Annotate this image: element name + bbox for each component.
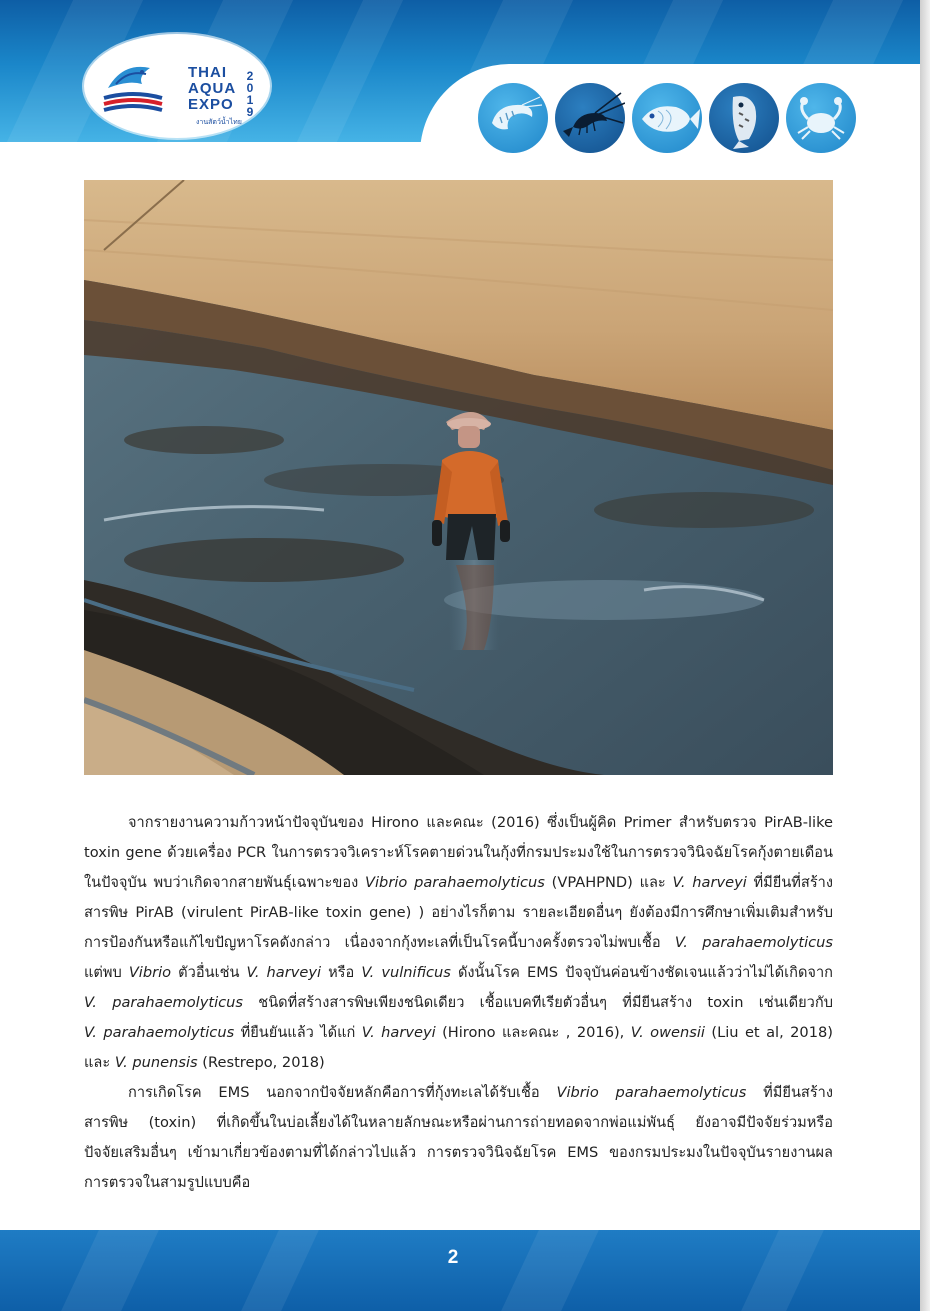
page-number: 2 bbox=[447, 1247, 459, 1268]
paragraph-1-line-6: แต่พบ Vibrio ตัวอื่นเช่น V. harveyi หรือ V. vulnificus ดังนั้นโรค EMS ปัจจุบันค่อนข้างชัดเจนแล้วว่าไม่ได้เกิดจาก bbox=[84, 964, 834, 981]
shrimp-icon bbox=[478, 83, 548, 153]
crab-icon bbox=[786, 83, 856, 153]
paragraph-1-line-3: ในปัจจุบัน พบว่าเกิดจากสายพันธุ์เฉพาะของ Vibrio parahaemolyticus (VPAHPND) และ V. harveyi ที่มียีนที่สร้าง bbox=[84, 874, 833, 891]
paragraph-1-line-5: การป้องกันหรือแก้ไขปัญหาโรคดังกล่าว เนื่องจากกุ้งทะเลที่เป็นโรคนี้บางครั้งตรวจไม่พบเชื้อ V. parahaemolyticus bbox=[84, 934, 833, 951]
paragraph-2-line-3: ปัจจัยเสริมอื่นๆ เข้ามาเกี่ยวข้องตามที่ได้กล่าวไปแล้ว การตรวจวินิจฉัยโรค EMS ของกรมประมงในปัจจุบันรายงานผล bbox=[84, 1144, 833, 1161]
lobster-icon bbox=[555, 83, 625, 153]
paragraph-1-line-1: จากรายงานความก้าวหน้าปัจจุบันของ Hirono และคณะ (2016) ซึ่งเป็นผู้คิด Primer สำหรับตรวจ PirAB-like bbox=[128, 814, 833, 831]
paragraph-2-line-2: สารพิษ (toxin) ที่เกิดขึ้นในบ่อเลี้ยงได้ในหลายลักษณะหรือผ่านการถ่ายทอดจากพ่อแม่พันธุ์ ยังอาจมีปัจจัยร่วมหรือ bbox=[84, 1114, 833, 1131]
paragraph-2-line-4: การตรวจในสามรูปแบบคือ bbox=[84, 1174, 251, 1191]
paragraph-1-line-4: สารพิษ PirAB (virulent PirAB-like toxin gene) ) อย่างไรก็ตาม รายละเอียดอื่นๆ ยังต้องมีการศึกษาเพิ่มเติมสำหรับ bbox=[84, 904, 833, 921]
fish-icon bbox=[632, 83, 702, 153]
logo-word-expo: EXPO bbox=[188, 96, 234, 113]
fish-emblem-icon bbox=[98, 50, 168, 120]
paragraph-2-line-1: การเกิดโรค EMS นอกจากปัจจัยหลักคือการที่กุ้งทะเลได้รับเชื้อ Vibrio parahaemolyticus ที่มียีนสร้าง bbox=[128, 1084, 833, 1101]
paragraph-2 bbox=[84, 1078, 833, 1198]
article-body bbox=[84, 808, 833, 1198]
logo-word-thai: THAI bbox=[188, 64, 227, 81]
thai-aqua-expo-logo bbox=[84, 34, 270, 138]
page-edge-shadow bbox=[920, 0, 930, 1311]
grouper-icon bbox=[709, 83, 779, 153]
paragraph-1 bbox=[84, 808, 833, 1078]
logo-word-aqua: AQUA bbox=[188, 80, 237, 97]
logo-wordmark bbox=[188, 65, 236, 113]
pond-worker-photo bbox=[84, 180, 833, 775]
paragraph-1-line-7: V. parahaemolyticus ชนิดที่สร้างสารพิษเพียงชนิดเดียว เชื้อแบคทีเรียตัวอื่นๆ ที่มียีนสร้าง toxin เช่นเดียวกับ bbox=[84, 994, 833, 1011]
paragraph-1-line-2: toxin gene ด้วยเครื่อง PCR ในการตรวจวิเคราะห์โรคตายด่วนในกุ้งที่กรมประมงใช้ในการตรวจวินิจฉัยโรคกุ้งตายเดือน bbox=[84, 844, 833, 861]
paragraph-1-line-9: และ V. punensis (Restrepo, 2018) bbox=[84, 1054, 325, 1071]
logo-year: 2 0 1 9 bbox=[246, 69, 254, 119]
paragraph-1-line-8: V. parahaemolyticus ที่ยืนยันแล้ว ได้แก่ V. harveyi (Hirono และคณะ , 2016), V. owensii (Liu et al, 2018) bbox=[84, 1024, 833, 1041]
footer-banner bbox=[0, 1230, 920, 1311]
logo-tagline: งานสัตว์น้ำไทย bbox=[196, 119, 242, 126]
